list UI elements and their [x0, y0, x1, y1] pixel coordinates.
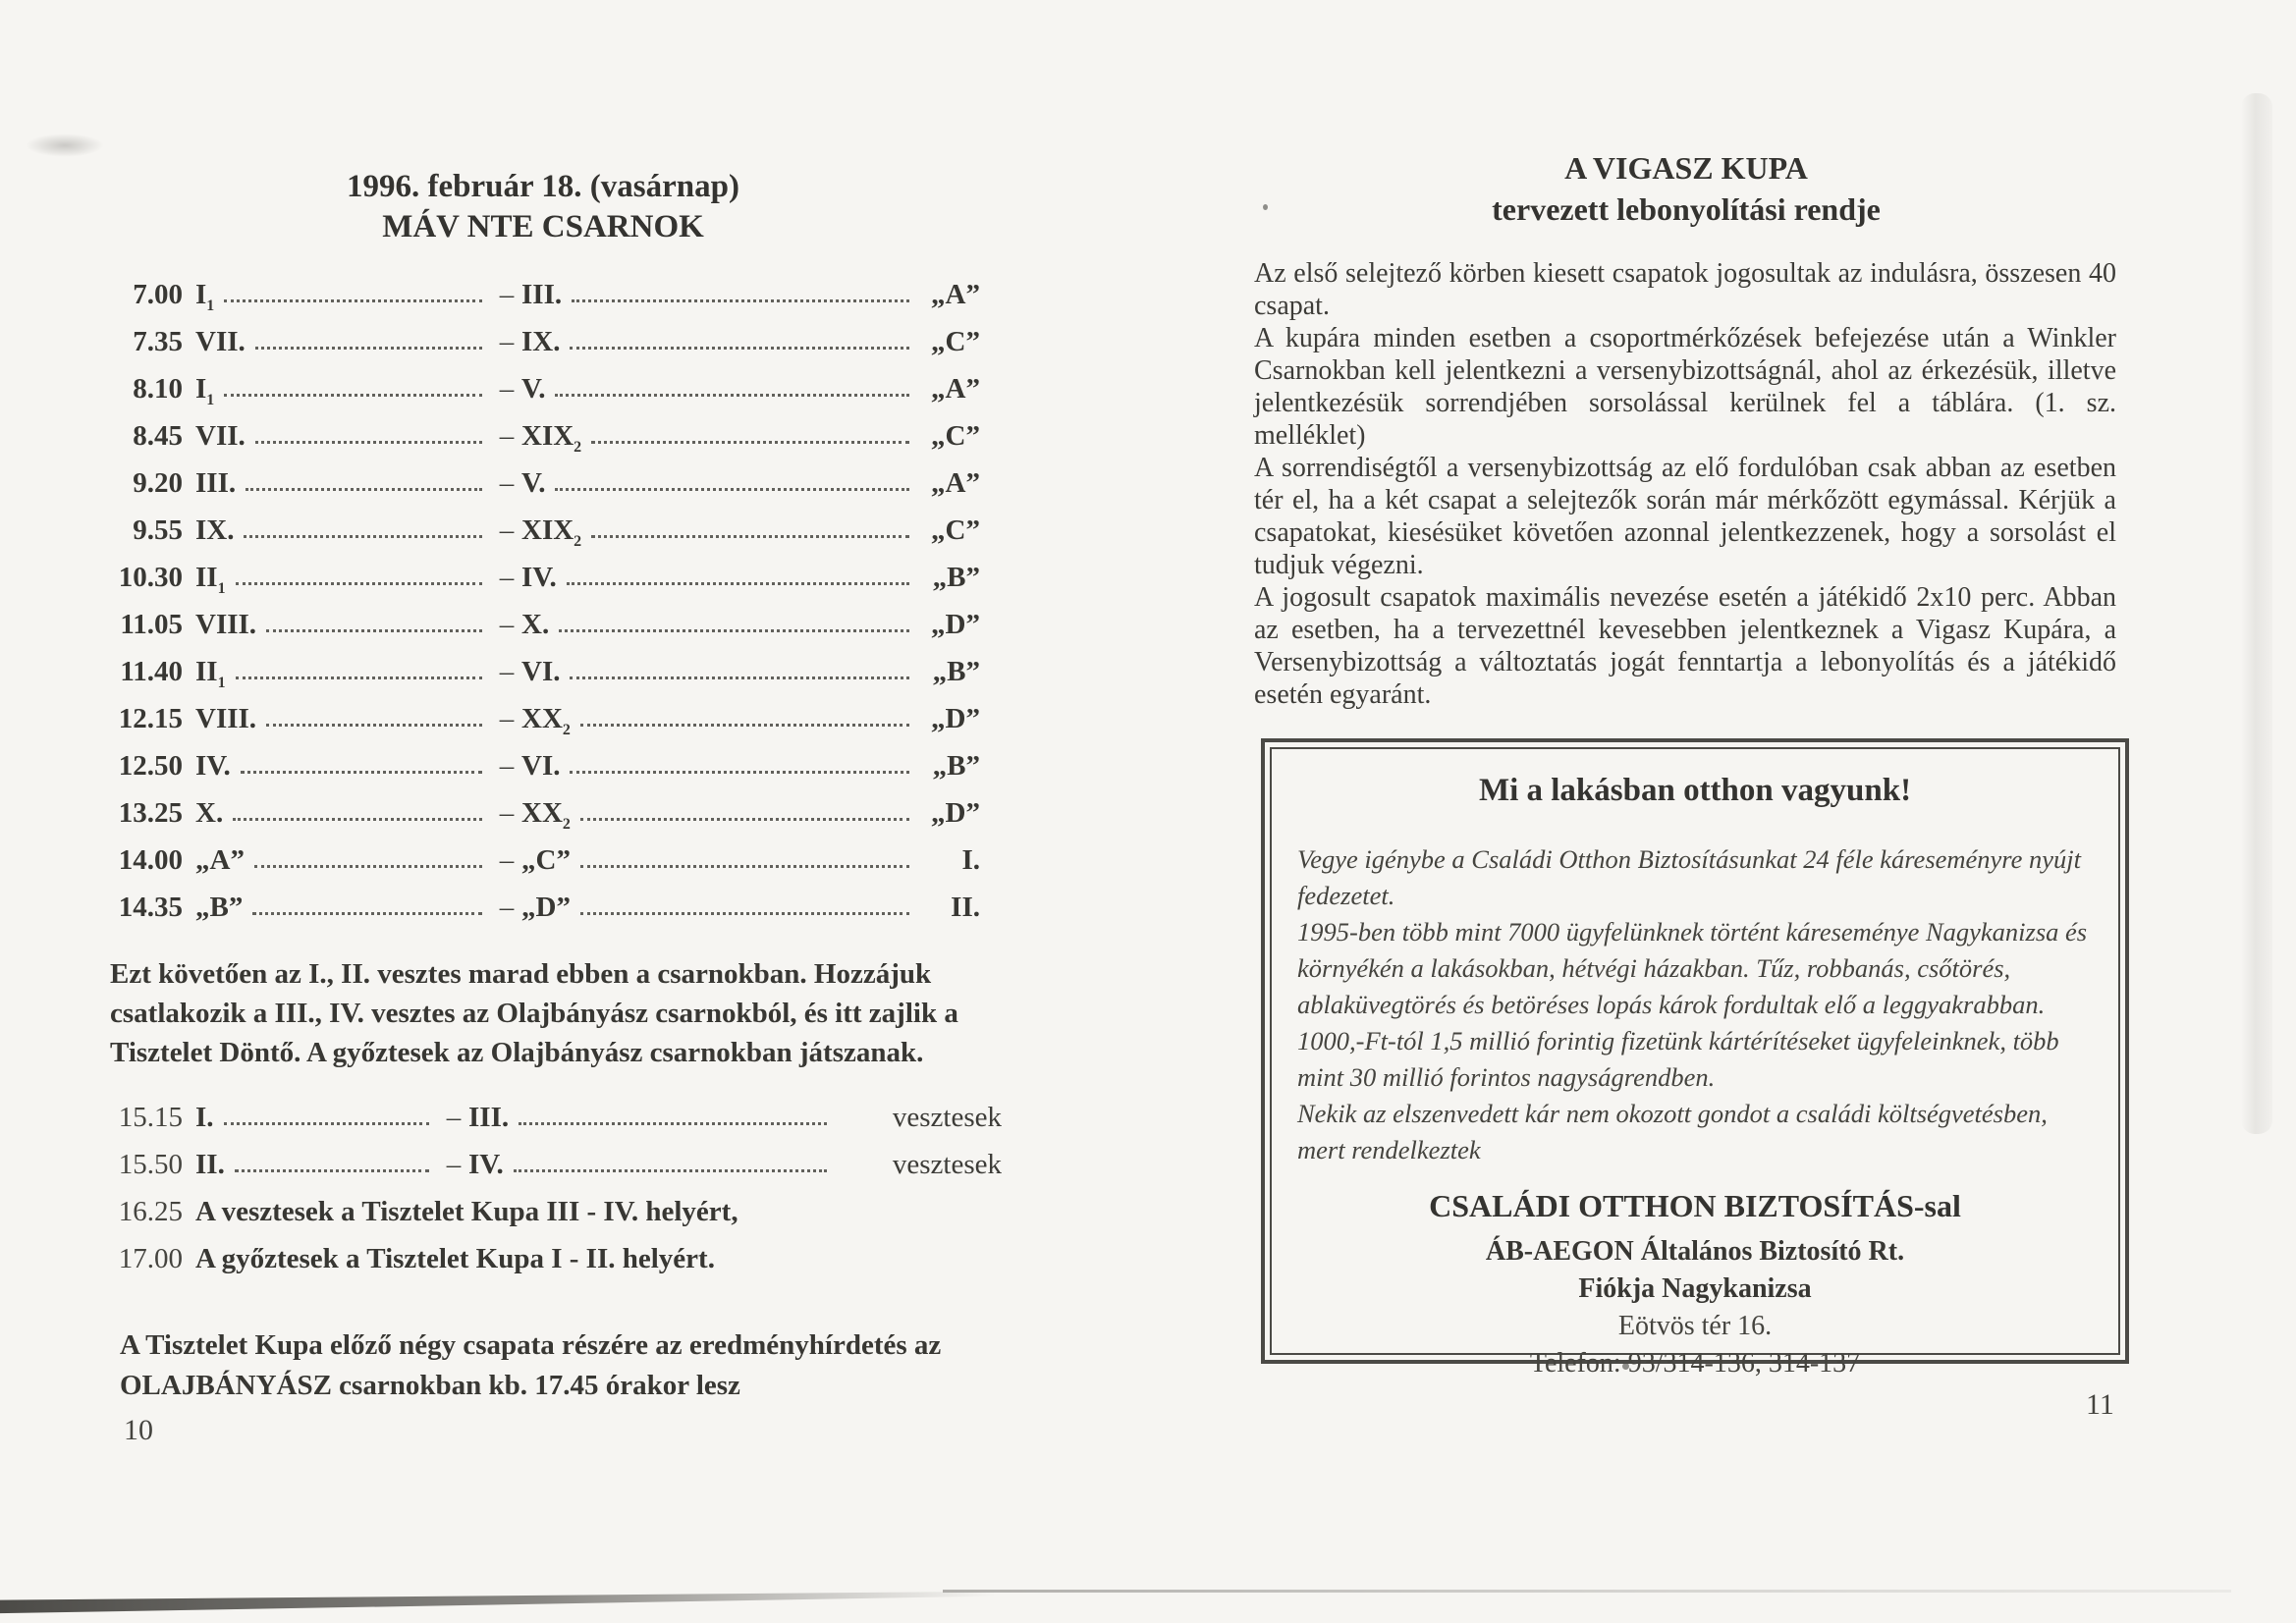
- afternoon-row: [106, 1094, 1002, 1141]
- home-team-label: [195, 892, 243, 924]
- away-team-label: [521, 419, 582, 456]
- away-team-number: XIX: [521, 514, 574, 546]
- group-label: „C”: [931, 419, 980, 452]
- vs-dash: –: [499, 796, 515, 829]
- placement-row: [106, 1188, 1002, 1235]
- schedule-row: [106, 460, 980, 507]
- rules-paragraph: A kupára minden esetben a csoportmérkőzések befejezése után a Winkler Csarnokban kell jelentkezni a versenybizottságnál, ahol az érkezésük, illetve jelentkezésük sorrendjében sorsolással kerülnek fel a táblára. (1. sz. melléklet): [1254, 323, 2116, 451]
- match-time: 11.40: [120, 655, 183, 687]
- ad-phone: Telefon: 93/314-136, 314-137: [1529, 1348, 1861, 1379]
- ad-body-paragraph: Vegye igénybe a Családi Otthon Biztosításunkat 24 féle káreseményre nyújt fedezetet.: [1297, 844, 2082, 910]
- home-team-subscript: 1: [217, 674, 226, 691]
- schedule-row: [106, 789, 980, 837]
- home-slot: [183, 514, 492, 547]
- home-slot: [183, 655, 492, 691]
- away-team-label: [521, 373, 545, 406]
- home-team-label: [195, 609, 256, 641]
- dotted-leader: [254, 865, 482, 868]
- dotted-leader: [236, 582, 482, 585]
- away-slot: [468, 1149, 837, 1181]
- away-slot: [521, 702, 919, 738]
- dotted-leader: [514, 1169, 827, 1172]
- dotted-leader: [255, 347, 482, 350]
- ad-branch: Fiókja Nagykanizsa: [1578, 1273, 1812, 1304]
- home-team-label: II.: [195, 1148, 225, 1180]
- home-team-label: [195, 703, 256, 735]
- dotted-leader: [570, 771, 909, 774]
- footer-note-text: A Tisztelet Kupa előző négy csapata részére az eredményhírdetés az OLAJBÁNYÁSZ csarnokban kb. 17.45 órakor lesz: [120, 1329, 942, 1401]
- dotted-leader: [236, 676, 482, 679]
- away-slot: [521, 796, 919, 833]
- dotted-leader: [559, 629, 909, 632]
- vs-dash: –: [499, 891, 515, 923]
- home-team-label: [195, 514, 234, 547]
- vs-dash: –: [446, 1101, 462, 1133]
- left-page-title: [106, 167, 980, 247]
- scan-smudge: [26, 134, 104, 157]
- dotted-leader: [572, 299, 909, 302]
- ad-company-name: ÁB-AEGON Általános Biztosító Rt.: [1485, 1236, 1905, 1267]
- dotted-leader: [555, 488, 909, 491]
- away-team-number: V.: [521, 466, 546, 499]
- away-team-label: III.: [468, 1101, 510, 1133]
- away-team-subscript: 2: [562, 721, 571, 738]
- placement-matches: [106, 1188, 1002, 1282]
- group-label: „D”: [931, 608, 980, 640]
- away-team-subscript: 2: [562, 815, 571, 833]
- placement-text: A győztesek a Tisztelet Kupa I - II. helyért.: [195, 1242, 715, 1274]
- away-team-number: XX: [521, 702, 563, 734]
- group-label: „A”: [931, 372, 980, 405]
- dotted-leader: [233, 818, 482, 821]
- away-team-label: [521, 750, 560, 783]
- dotted-leader: [591, 441, 909, 444]
- match-time: 9.55: [133, 514, 183, 546]
- away-slot: [521, 562, 919, 594]
- schedule-row: [106, 601, 980, 648]
- scan-bottom-edge-line: [943, 1590, 2231, 1593]
- home-team-label: [195, 326, 246, 358]
- ad-headline: Mi a lakásban otthon vagyunk!: [1478, 773, 1912, 808]
- dotted-leader: [255, 441, 482, 444]
- vs-dash: –: [499, 372, 515, 405]
- away-team-label: [521, 892, 571, 924]
- schedule-row: [106, 648, 980, 695]
- right-page-title: [1254, 147, 2118, 230]
- away-team-number: IX.: [521, 325, 561, 357]
- dotted-leader: [266, 724, 482, 727]
- left-page-footer-note: [120, 1325, 1015, 1406]
- home-slot: [183, 326, 492, 358]
- home-slot: [183, 750, 492, 783]
- away-slot: [468, 1102, 837, 1134]
- home-slot: [183, 420, 492, 453]
- schedule-row: [106, 554, 980, 601]
- away-slot: [521, 844, 919, 877]
- match-time: 7.00: [133, 278, 183, 310]
- home-team-label: [195, 655, 226, 691]
- result-label: vesztesek: [892, 1148, 1002, 1180]
- group-label: „B”: [932, 749, 980, 782]
- insurance-ad-box: [1261, 738, 2129, 1379]
- dotted-leader: [266, 629, 482, 632]
- home-slot: [183, 467, 492, 500]
- dotted-leader: [580, 818, 909, 821]
- away-slot: [521, 656, 919, 688]
- insurance-ad-inner-frame: [1270, 747, 2120, 1379]
- match-time: 12.50: [118, 749, 183, 782]
- home-team-label: [195, 561, 226, 597]
- home-team-label: [195, 467, 236, 500]
- dotted-leader: [224, 394, 482, 397]
- group-label: „D”: [931, 796, 980, 829]
- home-team-number: VII.: [195, 419, 246, 452]
- right-page-title-sub: tervezett lebonyolítási rendje: [1492, 191, 1881, 227]
- dotted-leader: [519, 1122, 827, 1125]
- away-team-label: [521, 326, 560, 358]
- dotted-leader: [570, 676, 909, 679]
- schedule-row: [106, 695, 980, 742]
- away-team-number: „C”: [521, 843, 571, 876]
- page-edge-shadow: [2241, 93, 2272, 1134]
- left-page-title-venue: MÁV NTE CSARNOK: [382, 209, 704, 244]
- group-label: „B”: [932, 655, 980, 687]
- vs-dash: –: [499, 325, 515, 357]
- vs-dash: –: [499, 608, 515, 640]
- match-time: 15.15: [118, 1101, 183, 1133]
- away-team-label: [521, 467, 545, 500]
- dotted-leader: [567, 582, 909, 585]
- group-label: „C”: [931, 325, 980, 357]
- dotted-leader: [224, 1122, 429, 1125]
- schedule-row: [106, 412, 980, 460]
- match-time: 7.35: [133, 325, 183, 357]
- home-team-label: [195, 797, 223, 830]
- match-time: 14.00: [118, 843, 183, 876]
- scan-bottom-shadow: [0, 1583, 996, 1616]
- home-team-subscript: 1: [206, 297, 215, 314]
- home-slot: [183, 797, 492, 830]
- group-label: I.: [961, 843, 980, 876]
- home-team-number: VII.: [195, 325, 246, 357]
- rules-paragraph: A jogosult csapatok maximális nevezése esetén a játékidő 2x10 perc. Abban az esetben, ha a tervezettnél kevesebben jelentkeznek a Vigasz Kupára, a Versenybizottság a változtatás jogát fenntartja a lebonyolítás és a játékidő esetén egyaránt.: [1254, 582, 2116, 710]
- home-team-number: III.: [195, 466, 237, 499]
- home-team-label: I.: [195, 1101, 214, 1133]
- home-slot: [183, 892, 492, 924]
- home-team-number: X.: [195, 796, 224, 829]
- ad-address: Eötvös tér 16.: [1617, 1311, 1773, 1341]
- midday-note-text: Ezt követően az I., II. vesztes marad ebben a csarnokban. Hozzájuk csatlakozik a III., IV. vesztes az Olajbányász csarnokból, és itt zajlik a Tisztelet Döntő. A győztesek az Olajbányász csarnokban játszanak.: [110, 958, 958, 1068]
- home-slot: [183, 373, 492, 406]
- vs-dash: –: [499, 561, 515, 593]
- away-slot: [521, 279, 919, 311]
- match-time: 15.50: [118, 1148, 183, 1180]
- home-slot: [183, 703, 492, 735]
- schedule-row: [106, 507, 980, 554]
- left-page-title-date: 1996. február 18. (vasárnap): [347, 169, 739, 204]
- away-team-subscript: 2: [574, 532, 582, 550]
- midday-note: [110, 954, 1011, 1072]
- match-time: 8.10: [133, 372, 183, 405]
- match-time: 14.35: [118, 891, 183, 923]
- home-team-number: II: [195, 655, 218, 687]
- home-team-label: [195, 844, 245, 877]
- home-team-subscript: 1: [206, 391, 215, 408]
- page-number-right: 11: [2086, 1388, 2114, 1421]
- dotted-leader: [241, 771, 482, 774]
- dotted-leader: [580, 912, 909, 915]
- away-team-label: [521, 656, 560, 688]
- away-slot: [521, 514, 919, 550]
- dotted-leader: [224, 299, 482, 302]
- placement-text: A vesztesek a Tisztelet Kupa III - IV. helyért,: [195, 1195, 738, 1227]
- away-slot: [521, 419, 919, 456]
- placement-row: [106, 1235, 1002, 1282]
- home-slot: [183, 278, 492, 314]
- away-team-label: [521, 796, 571, 833]
- away-slot: [521, 609, 919, 641]
- vs-dash: –: [499, 514, 515, 546]
- ad-body: [1297, 841, 2093, 1168]
- vs-dash: –: [499, 466, 515, 499]
- match-time: 11.05: [120, 608, 183, 640]
- away-team-number: III.: [521, 278, 563, 310]
- home-slot: [183, 1102, 439, 1134]
- dotted-leader: [235, 1169, 429, 1172]
- group-label: „A”: [931, 466, 980, 499]
- home-slot: [183, 609, 492, 641]
- group-label: „B”: [932, 561, 980, 593]
- home-team-label: [195, 278, 215, 314]
- vs-dash: –: [499, 749, 515, 782]
- dotted-leader: [246, 488, 482, 491]
- schedule-row: [106, 318, 980, 365]
- home-team-label: [195, 420, 246, 453]
- dotted-leader: [555, 394, 909, 397]
- home-team-number: VIII.: [195, 608, 257, 640]
- dotted-leader: [580, 724, 909, 727]
- home-team-number: „A”: [195, 843, 245, 876]
- away-slot: [521, 326, 919, 358]
- result-label: vesztesek: [892, 1101, 1002, 1133]
- home-slot: [183, 1149, 439, 1181]
- schedule-row: [106, 742, 980, 789]
- vs-dash: –: [499, 419, 515, 452]
- home-team-number: „B”: [195, 891, 244, 923]
- home-slot: [183, 561, 492, 597]
- away-team-number: V.: [521, 372, 546, 405]
- home-team-number: IV.: [195, 749, 231, 782]
- ad-product-name: CSALÁDI OTTHON BIZTOSÍTÁS-sal: [1429, 1188, 1961, 1223]
- rules-text: [1254, 257, 2116, 711]
- rules-paragraph: A sorrendiségtől a versenybizottság az elő fordulóban csak abban az esetben tér el, ha a két csapat a selejtezők során már mérkőzött egymással. Kérjük a csapatokat, kiesésüket követően azonnal jelentkezzenek, hogy a sorsolást el tudjuk végezni.: [1254, 453, 2116, 580]
- vs-dash: –: [446, 1148, 462, 1180]
- group-label: „A”: [931, 278, 980, 310]
- page-number-left: 10: [124, 1414, 153, 1446]
- right-page-title-main: A VIGASZ KUPA: [1564, 150, 1808, 186]
- home-team-label: [195, 373, 214, 406]
- afternoon-schedule: [106, 1094, 1002, 1188]
- home-team-number: I: [195, 278, 207, 310]
- away-team-label: [521, 702, 571, 738]
- away-team-number: VI.: [521, 655, 561, 687]
- away-team-label: [521, 562, 557, 594]
- schedule-row: [106, 884, 980, 931]
- afternoon-row: [106, 1141, 1002, 1188]
- home-slot: [183, 844, 492, 877]
- match-time: 12.15: [118, 702, 183, 734]
- home-team-label: [195, 750, 231, 783]
- away-slot: [521, 892, 919, 924]
- away-team-subscript: 2: [574, 438, 582, 456]
- ad-body-paragraph: 1995-ben több mint 7000 ügyfelünknek történt káreseménye Nagykanizsa és környékén a lakásokban, hétvégi házakban. Tűz, robbanás, csőtörés, ablaküvegtörés és betöréses lopás károk fordultak elő a leggyakrabban.: [1297, 917, 2088, 1019]
- away-slot: [521, 750, 919, 783]
- away-team-number: „D”: [521, 891, 571, 923]
- group-label: „C”: [931, 514, 980, 546]
- away-team-number: XX: [521, 796, 563, 829]
- vs-dash: –: [499, 278, 515, 310]
- vs-dash: –: [499, 702, 515, 734]
- ad-body-paragraph: Nekik az elszenvedett kár nem okozott gondot a családi költségvetésben, mert rendelkeztek: [1297, 1099, 2048, 1164]
- away-slot: [521, 373, 919, 406]
- vs-dash: –: [499, 655, 515, 687]
- home-team-subscript: 1: [217, 579, 226, 597]
- vs-dash: –: [499, 843, 515, 876]
- dotted-leader: [570, 347, 909, 350]
- match-time: 16.25: [118, 1195, 183, 1227]
- schedule-row: [106, 365, 980, 412]
- away-slot: [521, 467, 919, 500]
- schedule-row: [106, 271, 980, 318]
- group-label: „D”: [931, 702, 980, 734]
- away-team-label: [521, 514, 582, 550]
- match-time: 9.20: [133, 466, 183, 499]
- home-team-number: IX.: [195, 514, 235, 546]
- dotted-leader: [591, 535, 909, 538]
- morning-schedule: [106, 271, 980, 931]
- away-team-number: X.: [521, 608, 550, 640]
- away-team-number: VI.: [521, 749, 561, 782]
- home-team-number: II: [195, 561, 218, 593]
- match-time: 13.25: [118, 796, 183, 829]
- away-team-label: [521, 279, 562, 311]
- dotted-leader: [252, 912, 482, 915]
- away-team-label: IV.: [468, 1148, 504, 1180]
- away-team-number: XIX: [521, 419, 574, 452]
- away-team-number: IV.: [521, 561, 557, 593]
- home-team-number: I: [195, 372, 207, 405]
- schedule-row: [106, 837, 980, 884]
- rules-paragraph: Az első selejtező körben kiesett csapatok jogosultak az indulásra, összesen 40 csapat.: [1254, 258, 2116, 321]
- group-label: II.: [951, 891, 980, 923]
- ad-body-paragraph: 1000,-Ft-tól 1,5 millió forintig fizetünk kártérítéseket ügyfeleinknek, több mint 30 millió forintos nagyságrendben.: [1297, 1026, 2059, 1092]
- dotted-leader: [580, 865, 909, 868]
- match-time: 17.00: [118, 1242, 183, 1274]
- home-team-number: VIII.: [195, 702, 257, 734]
- match-time: 8.45: [133, 419, 183, 452]
- match-time: 10.30: [118, 561, 183, 593]
- dotted-leader: [244, 535, 482, 538]
- away-team-label: [521, 844, 571, 877]
- away-team-label: [521, 609, 549, 641]
